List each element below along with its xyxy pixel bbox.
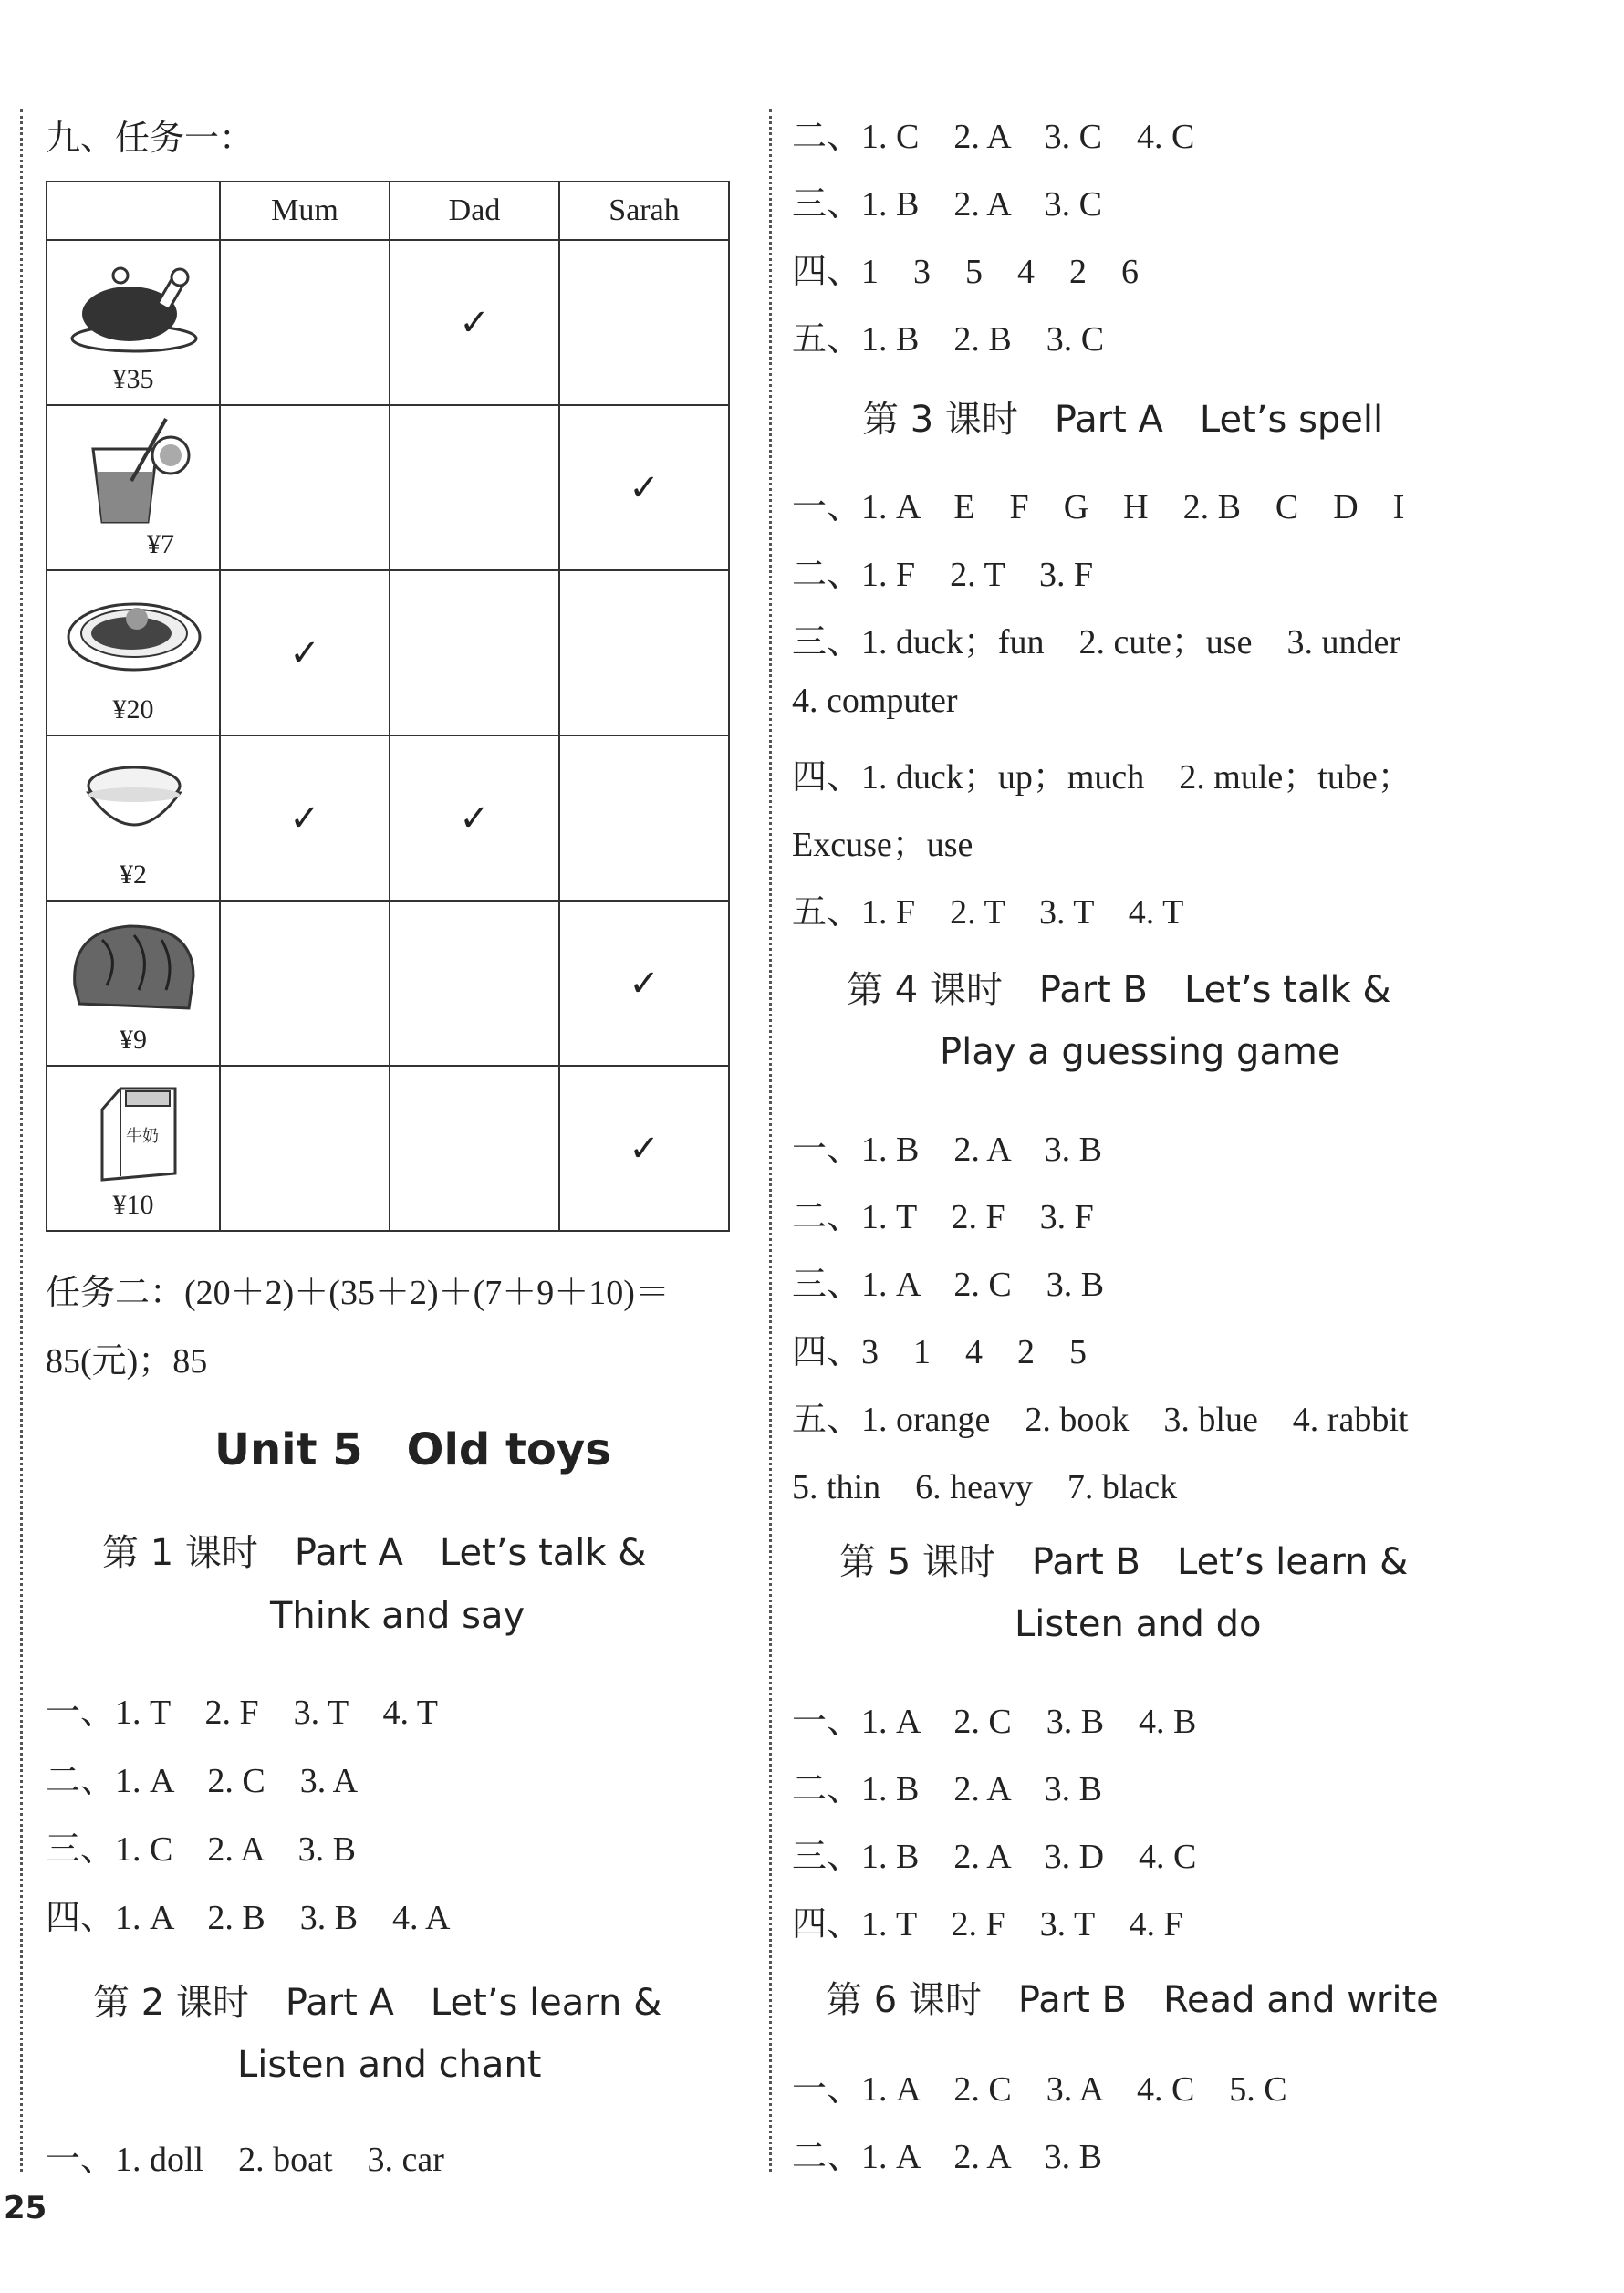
fish-plate-icon bbox=[66, 582, 203, 692]
check-cell bbox=[390, 570, 559, 735]
lesson-4-answer-4: 四、3 1 4 2 5 bbox=[792, 1333, 1088, 1371]
lesson-1-heading-line-2: Think and say bbox=[270, 1595, 526, 1637]
answer-line: 四、1 3 5 4 2 6 bbox=[792, 253, 1140, 291]
price-label: ¥9 bbox=[120, 1025, 147, 1055]
lesson-2-answer-1: 一、1. doll 2. boat 3. car bbox=[46, 2141, 444, 2179]
check-cell bbox=[390, 901, 559, 1066]
lesson-4-answer-5b: 5. thin 6. heavy 7. black bbox=[792, 1468, 1178, 1506]
lesson-5-answer-1: 一、1. A 2. C 3. B 4. B bbox=[792, 1703, 1197, 1741]
lesson-5-answer-4: 四、1. T 2. F 3. T 4. F bbox=[792, 1905, 1183, 1944]
check-cell: ✓ bbox=[390, 240, 559, 405]
table-row bbox=[47, 735, 729, 901]
lesson-5-answer-3: 三、1. B 2. A 3. D 4. C bbox=[792, 1838, 1197, 1876]
left-margin-line bbox=[20, 109, 23, 2172]
lesson-3-answer-4: 四、1. duck；up；much 2. mule；tube； bbox=[792, 758, 1412, 797]
page-number: 25 bbox=[4, 2190, 47, 2226]
question-9-title: 九、任务一： bbox=[46, 120, 255, 158]
table-row bbox=[47, 240, 729, 405]
roast-chicken-icon bbox=[66, 252, 203, 361]
lesson-5-answer-2: 二、1. B 2. A 3. B bbox=[792, 1770, 1102, 1808]
answer-line: 五、1. B 2. B 3. C bbox=[792, 320, 1105, 359]
lesson-6-answer-2: 二、1. A 2. A 3. B bbox=[792, 2138, 1102, 2176]
food-cell bbox=[47, 735, 220, 901]
table-header-sarah: Sarah bbox=[559, 182, 729, 240]
table-row bbox=[47, 570, 729, 735]
check-cell bbox=[559, 240, 729, 405]
lesson-6-answer-1: 一、1. A 2. C 3. A 4. C 5. C bbox=[792, 2070, 1287, 2109]
lesson-3-answer-3b: 4. computer bbox=[792, 682, 958, 720]
food-cell bbox=[47, 240, 220, 405]
lesson-2-heading-line-2: Listen and chant bbox=[237, 2044, 542, 2086]
food-cell bbox=[47, 405, 220, 570]
food-cell bbox=[47, 1066, 220, 1231]
table-header-mum: Mum bbox=[220, 182, 390, 240]
lesson-1-answer-1: 一、1. T 2. F 3. T 4. T bbox=[46, 1694, 439, 1732]
lesson-3-answer-5: 五、1. F 2. T 3. T 4. T bbox=[792, 893, 1184, 932]
rice-bowl-icon bbox=[66, 747, 203, 857]
lesson-6-heading: 第 6 课时 Part B Read and write bbox=[826, 1979, 1439, 2021]
lesson-4-heading-line-2: Play a guessing game bbox=[940, 1031, 1340, 1073]
lesson-3-answer-3: 三、1. duck；fun 2. cute；use 3. under bbox=[792, 623, 1400, 662]
check-cell bbox=[220, 1066, 390, 1231]
check-cell bbox=[559, 735, 729, 901]
food-cell bbox=[47, 901, 220, 1066]
price-label: ¥7 bbox=[147, 529, 174, 559]
lesson-3-answer-1: 一、1. A E F G H 2. B C D I bbox=[792, 488, 1405, 526]
check-cell: ✓ bbox=[220, 570, 390, 735]
lesson-3-answer-4b: Excuse；use bbox=[792, 826, 973, 864]
task-2-line-1: 任务二：(20＋2)＋(35＋2)＋(7＋9＋10)＝ bbox=[46, 1274, 670, 1312]
lesson-1-answer-4: 四、1. A 2. B 3. B 4. A bbox=[46, 1899, 451, 1937]
table-row bbox=[47, 901, 729, 1066]
check-cell bbox=[220, 901, 390, 1066]
price-label: ¥35 bbox=[112, 364, 154, 394]
table-header-dad: Dad bbox=[390, 182, 559, 240]
lesson-3-answer-2: 二、1. F 2. T 3. F bbox=[792, 556, 1094, 594]
check-cell bbox=[390, 405, 559, 570]
milk-label: 牛奶 bbox=[126, 1127, 159, 1146]
table-header-food bbox=[47, 182, 220, 240]
check-cell bbox=[559, 570, 729, 735]
unit-title: Unit 5 Old toys bbox=[214, 1424, 611, 1475]
milk-carton-icon bbox=[66, 1078, 203, 1187]
check-cell: ✓ bbox=[390, 735, 559, 901]
lesson-4-answer-2: 二、1. T 2. F 3. F bbox=[792, 1198, 1094, 1236]
table-row bbox=[47, 1066, 729, 1231]
check-cell: ✓ bbox=[559, 1066, 729, 1231]
lesson-3-heading: 第 3 课时 Part A Let’s spell bbox=[862, 399, 1384, 441]
bread-icon bbox=[66, 912, 203, 1022]
food-cell bbox=[47, 570, 220, 735]
juice-icon bbox=[66, 417, 203, 526]
lesson-1-answer-3: 三、1. C 2. A 3. B bbox=[46, 1830, 356, 1869]
check-cell: ✓ bbox=[559, 901, 729, 1066]
answer-line: 二、1. C 2. A 3. C 4. C bbox=[792, 118, 1195, 156]
lesson-1-answer-2: 二、1. A 2. C 3. A bbox=[46, 1762, 359, 1800]
check-cell bbox=[220, 240, 390, 405]
lesson-4-answer-5: 五、1. orange 2. book 3. blue 4. rabbit bbox=[792, 1401, 1409, 1439]
lesson-5-heading-line-1: 第 5 课时 Part B Let’s learn & bbox=[839, 1541, 1409, 1583]
check-cell: ✓ bbox=[559, 405, 729, 570]
food-order-table bbox=[46, 181, 730, 1232]
column-divider bbox=[769, 109, 772, 2172]
lesson-4-answer-3: 三、1. A 2. C 3. B bbox=[792, 1266, 1105, 1304]
price-label: ¥10 bbox=[112, 1190, 154, 1220]
check-cell bbox=[220, 405, 390, 570]
lesson-1-heading-line-1: 第 1 课时 Part A Let’s talk & bbox=[102, 1532, 647, 1574]
lesson-5-heading-line-2: Listen and do bbox=[1015, 1603, 1262, 1645]
table-row bbox=[47, 405, 729, 570]
check-cell: ✓ bbox=[220, 735, 390, 901]
price-label: ¥2 bbox=[120, 860, 147, 890]
lesson-2-heading-line-1: 第 2 课时 Part A Let’s learn & bbox=[93, 1982, 662, 2024]
lesson-4-heading-line-1: 第 4 课时 Part B Let’s talk & bbox=[847, 969, 1391, 1011]
price-label: ¥20 bbox=[112, 694, 154, 724]
task-2-line-2: 85(元)；85 bbox=[46, 1342, 208, 1381]
lesson-4-answer-1: 一、1. B 2. A 3. B bbox=[792, 1131, 1102, 1169]
check-cell bbox=[390, 1066, 559, 1231]
answer-line: 三、1. B 2. A 3. C bbox=[792, 185, 1102, 224]
